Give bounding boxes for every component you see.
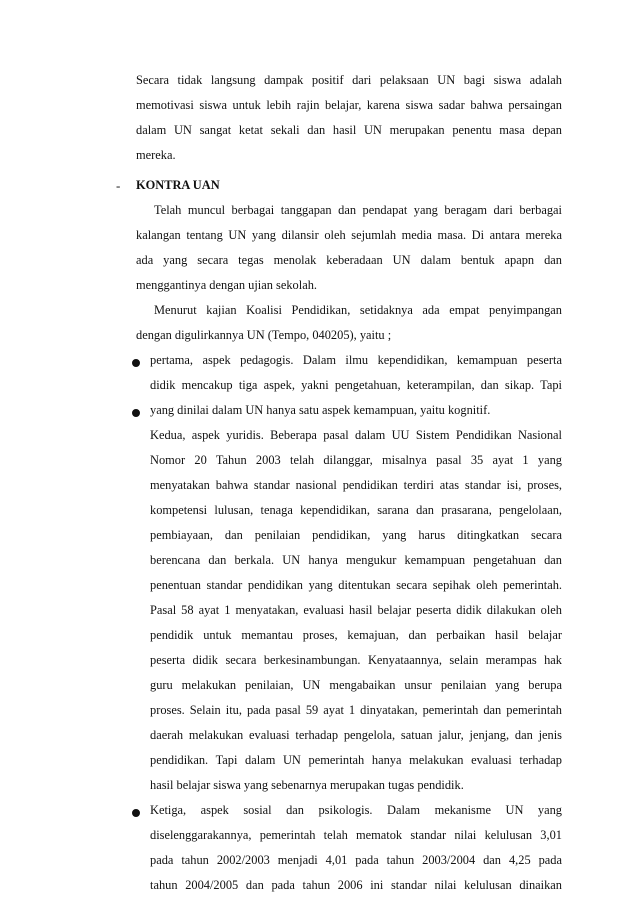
- paragraph-3-line-1: Menurut kajian Koalisi Pendidikan, setidaknya ada empat penyimpangan: [154, 303, 562, 317]
- bullet-2-line-11: guru melakukan penilaian, UN mengabaikan unsur penilaian yang berupa: [150, 678, 562, 692]
- paragraph-2-line-4: menggantinya dengan ujian sekolah.: [136, 278, 317, 292]
- paragraph-2-line-1: Telah muncul berbagai tanggapan dan pendapat yang beragam dari berbagai: [154, 203, 562, 217]
- bullet-2-line-2: Nomor 20 Tahun 2003 telah dilanggar, misalnya pasal 35 ayat 1 yang: [150, 453, 562, 467]
- bullet-2-line-14: pendidikan. Tapi dalam UN pemerintah hanya melakukan evaluasi terhadap: [150, 753, 562, 767]
- section-dash: -: [116, 178, 121, 193]
- bullet-3-line-4: tahun 2004/2005 dan pada tahun 2006 ini standar nilai kelulusan dinaikan: [150, 878, 562, 892]
- bullet-1-line-3: yang dinilai dalam UN hanya satu aspek kemampuan, yaitu kognitif.: [150, 403, 491, 417]
- bullet-2-line-9: pendidik untuk memantau proses, kemajuan, dan perbaikan hasil belajar: [150, 628, 562, 642]
- bullet-2-line-4: kompetensi lulusan, tenaga kependidikan, sarana dan prasarana, pengelolaan,: [150, 503, 562, 517]
- bullet-2-line-10: peserta didik secara berkesinambungan. Kenyataannya, selain merampas hak: [150, 653, 562, 667]
- paragraph-1-line-2: memotivasi siswa untuk lebih rajin belajar, karena siswa sadar bahwa persaingan: [136, 98, 562, 112]
- bullet-1-line-2: didik mencakup tiga aspek, yakni pengetahuan, keterampilan, dan sikap. Tapi: [150, 378, 562, 392]
- bullet-3-line-2: diselenggarakannya, pemerintah telah mematok standar nilai kelulusan 3,01: [150, 828, 562, 842]
- paragraph-3-line-2: dengan digulirkannya UN (Tempo, 040205), yaitu ;: [136, 328, 392, 342]
- bullet-2-line-13: daerah melakukan evaluasi terhadap pengelola, satuan jalur, jenjang, dan jenis: [150, 728, 562, 742]
- bullet-2-line-3: menyatakan bahwa standar nasional pendidikan terdiri atas standar isi, proses,: [150, 478, 562, 492]
- bullet-2-line-5: pembiayaan, dan penilaian pendidikan, yang harus ditingkatkan secara: [150, 528, 562, 542]
- bullet-1-icon: [132, 359, 140, 367]
- bullet-2-line-1: Kedua, aspek yuridis. Beberapa pasal dalam UU Sistem Pendidikan Nasional: [150, 428, 562, 442]
- bullet-2-line-7: penentuan standar pendidikan yang ditentukan secara sepihak oleh pemerintah.: [150, 578, 562, 592]
- paragraph-1-line-1: Secara tidak langsung dampak positif dari pelaksaan UN bagi siswa adalah: [136, 73, 562, 87]
- bullet-2-line-8: Pasal 58 ayat 1 menyatakan, evaluasi hasil belajar peserta didik dilakukan oleh: [150, 603, 562, 617]
- bullet-3-line-3: pada tahun 2002/2003 menjadi 4,01 pada tahun 2003/2004 dan 4,25 pada: [150, 853, 562, 867]
- section-heading: KONTRA UAN: [136, 178, 220, 192]
- bullet-3-line-1: Ketiga, aspek sosial dan psikologis. Dalam mekanisme UN yang: [150, 803, 562, 817]
- bullet-3-icon: [132, 809, 140, 817]
- paragraph-1-line-3: dalam UN sangat ketat sekali dan hasil UN merupakan penentu masa depan: [136, 123, 562, 137]
- paragraph-1-line-4: mereka.: [136, 148, 176, 162]
- paragraph-2-line-2: kalangan tentang UN yang dilansir oleh sejumlah media masa. Di antara mereka: [136, 228, 562, 242]
- bullet-2-line-6: berencana dan berkala. UN hanya mengukur kemampuan pengetahuan dan: [150, 553, 562, 567]
- bullet-2-line-12: proses. Selain itu, pada pasal 59 ayat 1 dinyatakan, pemerintah dan pemerintah: [150, 703, 562, 717]
- bullet-2-icon: [132, 409, 140, 417]
- bullet-2-line-15: hasil belajar siswa yang sebenarnya merupakan tugas pendidik.: [150, 778, 464, 792]
- paragraph-2-line-3: ada yang secara tegas menolak keberadaan UN dalam bentuk apapn dan: [136, 253, 562, 267]
- bullet-1-line-1: pertama, aspek pedagogis. Dalam ilmu kependidikan, kemampuan peserta: [150, 353, 562, 367]
